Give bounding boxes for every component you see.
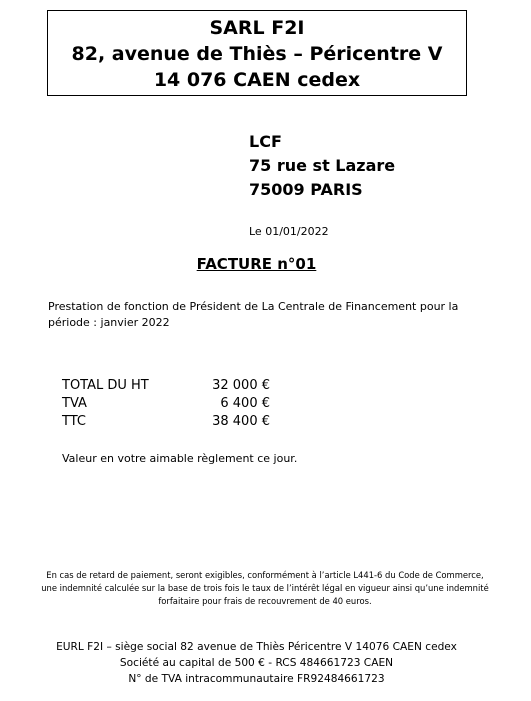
totals-value: 32 000 €	[212, 378, 270, 393]
totals-row-ttc	[62, 413, 270, 431]
recipient-address	[249, 130, 395, 202]
totals-label: TOTAL DU HT	[62, 378, 149, 393]
totals-value: 6 400 €	[220, 396, 270, 411]
totals-row-ht	[62, 377, 270, 395]
legal-footer	[0, 639, 513, 687]
totals-value: 38 400 €	[212, 414, 270, 429]
sender-street: 82, avenue de Thiès – Péricentre V	[71, 43, 443, 65]
totals-label: TTC	[62, 414, 86, 429]
recipient-city: 75009 PARIS	[249, 180, 363, 199]
recipient-street: 75 rue st Lazare	[249, 156, 396, 175]
sender-name: SARL F2I	[209, 17, 305, 39]
service-description: Prestation de fonction de Président de La Centrale de Financement pour la période : janvier 2022	[48, 300, 459, 329]
totals-label: TVA	[62, 396, 87, 411]
invoice-title: FACTURE n°01	[196, 255, 317, 273]
recipient-name: LCF	[249, 132, 282, 151]
payment-closing-text: Valeur en votre aimable règlement ce jour.	[62, 452, 298, 465]
invoice-title-block	[0, 255, 513, 273]
footer-line-1: EURL F2I – siège social 82 avenue de Thiès Péricentre V 14076 CAEN cedex	[56, 641, 457, 653]
sender-address-box	[47, 10, 467, 96]
footer-line-2: Société au capital de 500 € - RCS 484661723 CAEN	[119, 657, 394, 669]
footer-line-3: N° de TVA intracommunautaire FR92484661723	[128, 673, 385, 685]
totals-row-tva	[62, 395, 270, 413]
invoice-date: Le 01/01/2022	[249, 225, 329, 238]
sender-city: 14 076 CAEN cedex	[153, 69, 361, 91]
late-payment-notice: En cas de retard de paiement, seront exigibles, conformément à l’article L441-6 du Code de Commerce, une indemnité calculée sur la base de trois fois le taux de l’intérêt légal en vigueur ainsi qu’une indemnité forfaitaire pour frais de recouvrement de 40 euros.	[41, 570, 489, 606]
totals-table	[62, 377, 270, 431]
